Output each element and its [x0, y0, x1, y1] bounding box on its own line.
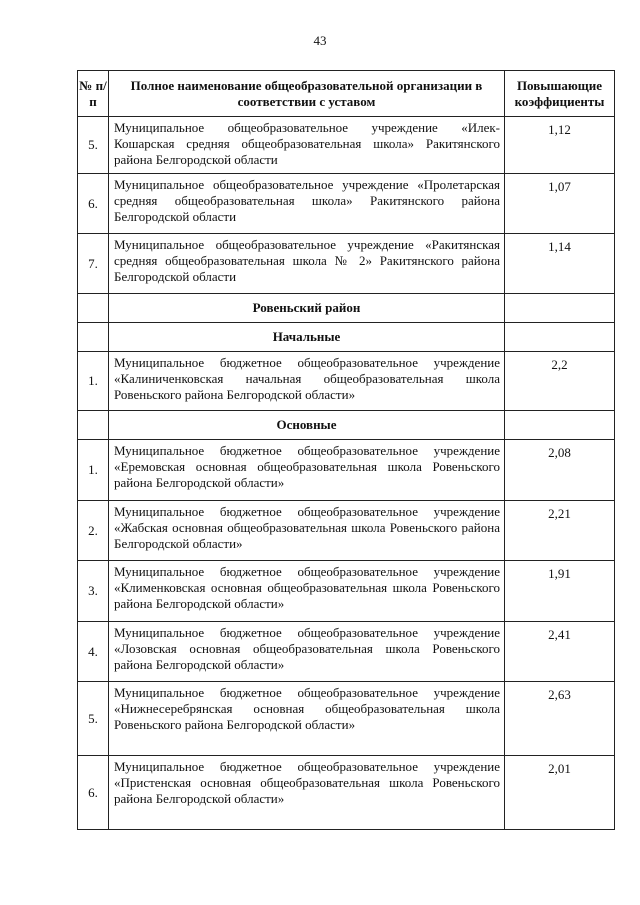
- school-type-heading: Основные: [109, 411, 505, 440]
- row-number: 2.: [78, 501, 109, 561]
- organization-name: Муниципальное бюджетное общеобразовательное учреждение «Жабская основная общеобразовательная школа Ровеньского района Белгородской области»: [109, 501, 505, 561]
- table-row: [78, 756, 615, 830]
- page-number: 43: [313, 33, 327, 48]
- coefficient-value: 2,08: [505, 440, 615, 501]
- row-number: 6.: [78, 756, 109, 830]
- school-type-heading: Начальные: [109, 323, 505, 352]
- organization-name: Муниципальное общеобразовательное учреждение «Ракитянская средняя общеобразовательная школа № 2» Ракитянского района Белгородской области: [109, 234, 505, 294]
- row-number: 5.: [78, 117, 109, 174]
- row-number: 4.: [78, 622, 109, 682]
- organization-name: Муниципальное бюджетное общеобразовательное учреждение «Клименковская основная общеобразовательная школа Ровеньского района Белгородской области»: [109, 561, 505, 622]
- row-number: 1.: [78, 352, 109, 411]
- organization-name: Муниципальное бюджетное общеобразовательное учреждение «Нижнесеребрянская основная общеобразовательная школа Ровеньского района Белгородской области»: [109, 682, 505, 756]
- row-number: 6.: [78, 174, 109, 234]
- table-row: [78, 622, 615, 682]
- header-coefficients: Повышающие коэффициенты: [505, 71, 615, 117]
- coefficient-value: 1,14: [505, 234, 615, 294]
- row-number: 5.: [78, 682, 109, 756]
- coefficient-value: 2,63: [505, 682, 615, 756]
- table-row: [78, 174, 615, 234]
- section-row: [78, 411, 615, 440]
- district-heading: Ровеньский район: [109, 294, 505, 323]
- coefficient-value: 1,07: [505, 174, 615, 234]
- section-row: [78, 294, 615, 323]
- organization-name: Муниципальное общеобразовательное учреждение «Пролетарская средняя общеобразовательная школа» Ракитянского района Белгородской области: [109, 174, 505, 234]
- row-number: 3.: [78, 561, 109, 622]
- table-row: [78, 561, 615, 622]
- organization-name: Муниципальное бюджетное общеобразовательное учреждение «Калиниченковская начальная общеобразовательная школа Ровеньского района Белгородской области»: [109, 352, 505, 411]
- table-row: [78, 440, 615, 501]
- row-number: 1.: [78, 440, 109, 501]
- coefficient-value: 2,21: [505, 501, 615, 561]
- table-row: [78, 501, 615, 561]
- organization-name: Муниципальное бюджетное общеобразовательное учреждение «Еремовская основная общеобразовательная школа Ровеньского района Белгородской области»: [109, 440, 505, 501]
- coefficient-value: 2,41: [505, 622, 615, 682]
- header-number: № п/п: [78, 71, 109, 117]
- coefficient-value: 1,12: [505, 117, 615, 174]
- table-header-row: [78, 71, 615, 117]
- organization-name: Муниципальное общеобразовательное учреждение «Илек-Кошарская средняя общеобразовательная школа» Ракитянского района Белгородской области: [109, 117, 505, 174]
- row-number: 7.: [78, 234, 109, 294]
- section-row: [78, 323, 615, 352]
- organization-name: Муниципальное бюджетное общеобразовательное учреждение «Пристенская основная общеобразовательная школа Ровеньского района Белгородской области»: [109, 756, 505, 830]
- coefficient-value: 1,91: [505, 561, 615, 622]
- coefficient-value: 2,01: [505, 756, 615, 830]
- table-row: [78, 682, 615, 756]
- organization-name: Муниципальное бюджетное общеобразовательное учреждение «Лозовская основная общеобразовательная школа Ровеньского района Белгородской области»: [109, 622, 505, 682]
- coefficient-value: 2,2: [505, 352, 615, 411]
- table-row: [78, 234, 615, 294]
- table-row: [78, 117, 615, 174]
- coefficients-table: [77, 70, 615, 830]
- table-row: [78, 352, 615, 411]
- header-organization-name: Полное наименование общеобразовательной организации в соответствии с уставом: [109, 71, 505, 117]
